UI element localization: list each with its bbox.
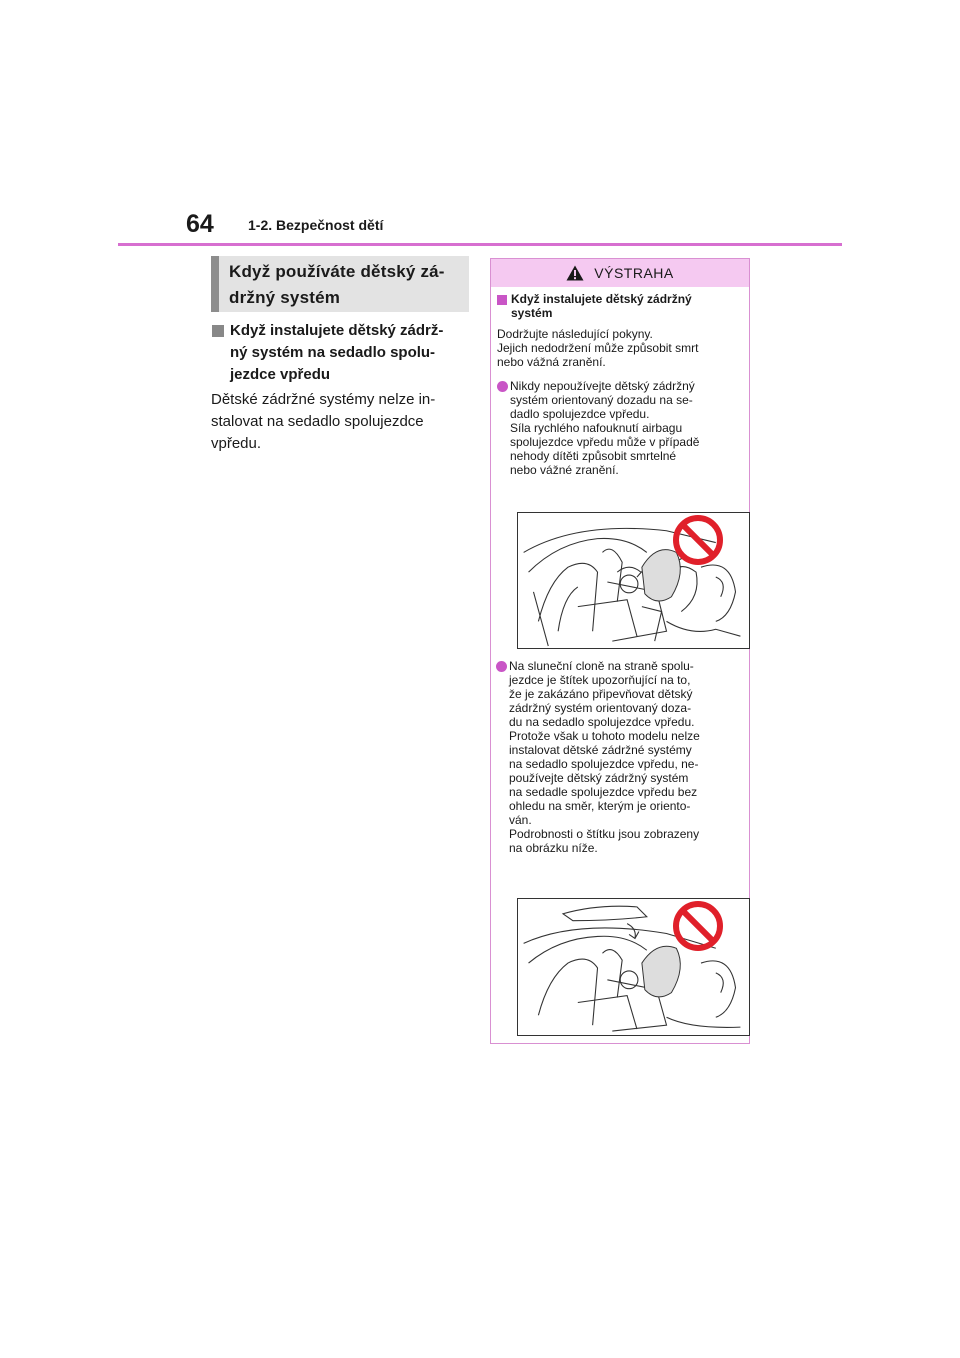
warning-item-text: Nikdy nepoužívejte dětský zádržný systém orientovaný dozadu na se- dadlo spolujezdce vpředu. Síla rychlého nafouknutí airbagu spolujezdce vpředu může v případě nehody dítěti způsobit smrtelné nebo vážné zranění. (510, 379, 700, 477)
warning-header (491, 259, 749, 287)
warning-intro: Dodržujte následující pokyny. Jejich nedodržení může způsobit smrt nebo vážná zranění. (497, 327, 699, 369)
warning-item (496, 659, 744, 855)
header-divider (118, 243, 842, 246)
warning-item-text: Na sluneční cloně na straně spolu- jezdce je štítek upozorňující na to, že je zakázáno připevňovat dětský zádržný systém orientovaný doza- du na sedadlo spolujezdce vpředu. Protože však u tohoto modelu nelze instalovat dětské zádržné systémy na sedadlo spolujezdce vpředu, ne- používejte dětský zádržný systém na sedadle spolujezdce vpředu bez ohledu na směr, kterým je oriento- ván. Podrobnosti o štítku jsou zobrazeny na obrázku níže. (509, 659, 700, 855)
square-bullet-icon (212, 325, 224, 337)
page-number: 64 (186, 210, 214, 238)
main-body-text: Dětské zádržné systémy nelze in- stalovat na sedadlo spolujezdce vpředu. (211, 391, 436, 452)
round-bullet-icon (497, 381, 508, 392)
warning-title: VÝSTRAHA (594, 265, 674, 281)
warning-subheading-text: Když instalujete dětský zádržný systém (511, 292, 692, 320)
round-bullet-icon (496, 661, 507, 672)
square-bullet-icon (497, 295, 507, 305)
warning-item (497, 379, 743, 477)
prohibition-icon (672, 514, 724, 566)
warning-item-2 (496, 659, 744, 855)
topic-heading-box (211, 256, 469, 312)
main-subheading-text: Když instalujete dětský zádrž- ný systém na sedadlo spolu- jezdce vpředu (230, 322, 444, 383)
warning-content (497, 292, 743, 477)
prohibition-icon (672, 900, 724, 952)
main-subheading (212, 320, 472, 386)
warning-triangle-icon (566, 265, 584, 281)
warning-subheading (497, 292, 743, 320)
topic-title: Když používáte dětský zá- držný systém (229, 262, 445, 307)
section-title: 1-2. Bezpečnost dětí (248, 217, 384, 233)
